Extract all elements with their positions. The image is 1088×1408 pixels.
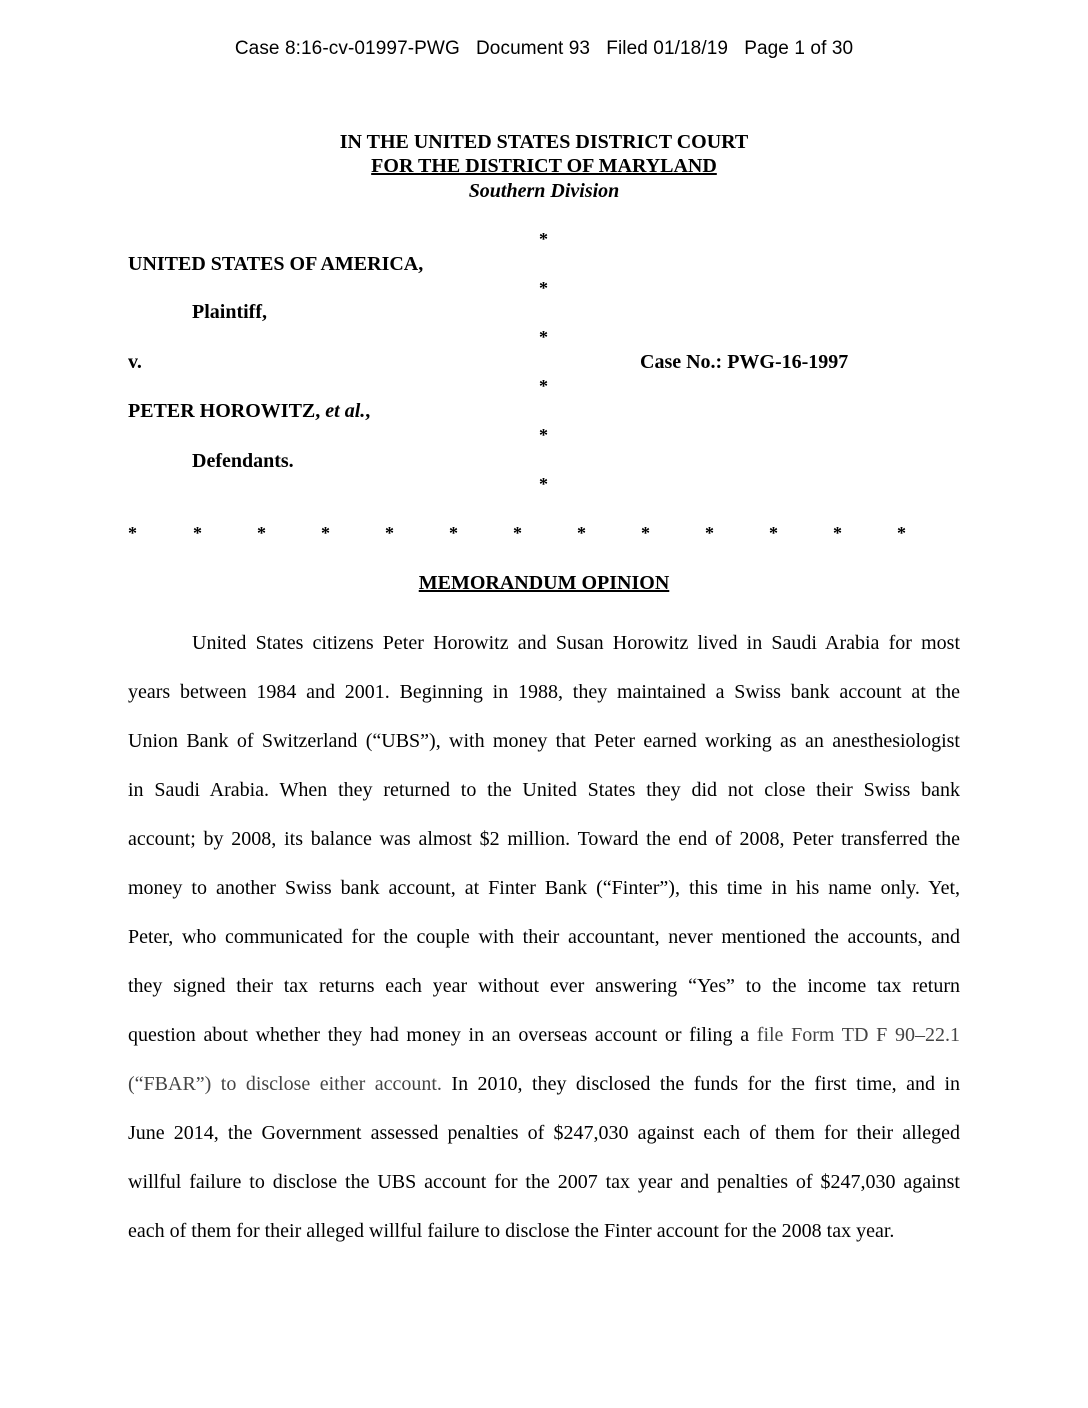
paragraph-line: account; by 2008, its balance was almost $2 million. Toward the end of 2008, Peter transferred the <box>128 828 960 850</box>
paragraph-line-text: In 2010, they disclosed the funds for the first time, and in <box>441 1073 960 1095</box>
fbar-form-reference: file Form TD F 90–22.1 <box>756 1024 960 1046</box>
header-page-number: Page 1 of 30 <box>744 38 854 59</box>
caption-star: * <box>539 278 548 298</box>
plaintiff-role: Plaintiff, <box>192 301 267 323</box>
case-number: Case No.: PWG-16-1997 <box>640 351 849 373</box>
divider-star: * <box>577 523 586 543</box>
divider-star: * <box>769 523 778 543</box>
paragraph-line: years between 1984 and 2001. Beginning in 1988, they maintained a Swiss bank account at the <box>128 681 960 703</box>
divider-star: * <box>385 523 394 543</box>
versus-label: v. <box>128 351 142 373</box>
court-division <box>0 179 1088 203</box>
divider-star: * <box>449 523 458 543</box>
paragraph-line: Peter, who communicated for the couple with their accountant, never mentioned the accounts, and <box>128 926 960 948</box>
defendant-comma: , <box>365 400 371 422</box>
document-title: MEMORANDUM OPINION <box>418 572 670 594</box>
divider-star: * <box>897 523 906 543</box>
divider-star: * <box>128 523 137 543</box>
paragraph-line <box>128 1022 960 1071</box>
paragraph-line: in Saudi Arabia. When they returned to the United States they did not close their Swiss bank <box>128 779 960 801</box>
defendant-name-text: PETER HOROWITZ, <box>128 400 326 422</box>
court-district: FOR THE DISTRICT OF MARYLAND <box>371 155 717 177</box>
caption-star: * <box>539 474 548 494</box>
divider-star: * <box>193 523 202 543</box>
paragraph-line: willful failure to disclose the UBS account for the 2007 tax year and penalties of $247,030 against <box>128 1171 960 1193</box>
filing-header <box>0 38 1088 60</box>
paragraph-line: June 2014, the Government assessed penalties of $247,030 against each of them for their alleged <box>128 1122 960 1144</box>
opinion-paragraph <box>128 630 960 1267</box>
defendant-etal: et al. <box>325 400 366 422</box>
divider-star: * <box>257 523 266 543</box>
plaintiff-name: UNITED STATES OF AMERICA, <box>128 253 424 275</box>
court-division-label: Southern Division <box>468 180 620 202</box>
header-case-number: Case 8:16-cv-01997-PWG <box>234 38 460 59</box>
paragraph-line: each of them for their alleged willful failure to disclose the Finter account for the 2008 tax year. <box>128 1220 895 1242</box>
header-document-number: Document 93 <box>475 38 591 59</box>
court-name-line1: IN THE UNITED STATES DISTRICT COURT <box>339 131 749 153</box>
paragraph-line <box>128 1071 960 1120</box>
defendant-name <box>128 400 370 423</box>
court-name-line2 <box>0 154 1088 178</box>
caption-star: * <box>539 376 548 396</box>
divider-star: * <box>321 523 330 543</box>
divider-star: * <box>641 523 650 543</box>
divider-star: * <box>513 523 522 543</box>
caption-star: * <box>539 327 548 347</box>
divider-star: * <box>705 523 714 543</box>
paragraph-line: United States citizens Peter Horowitz and Susan Horowitz lived in Saudi Arabia for most <box>192 632 960 654</box>
fbar-disclosure-reference: (“FBAR”) to disclose either account. <box>128 1073 442 1095</box>
paragraph-line: they signed their tax returns each year without ever answering “Yes” to the income tax return <box>128 975 960 997</box>
paragraph-line: Union Bank of Switzerland (“UBS”), with money that Peter earned working as an anesthesiologist <box>128 730 960 752</box>
divider-star: * <box>833 523 842 543</box>
paragraph-line: money to another Swiss bank account, at Finter Bank (“Finter”), this time in his name only. Yet, <box>128 877 960 899</box>
paragraph-line-text: question about whether they had money in an overseas account or filing a <box>128 1024 757 1046</box>
header-filed-date: Filed 01/18/19 <box>606 38 729 59</box>
caption-star: * <box>539 229 548 249</box>
caption-star: * <box>539 425 548 445</box>
defendant-role: Defendants. <box>192 450 294 472</box>
